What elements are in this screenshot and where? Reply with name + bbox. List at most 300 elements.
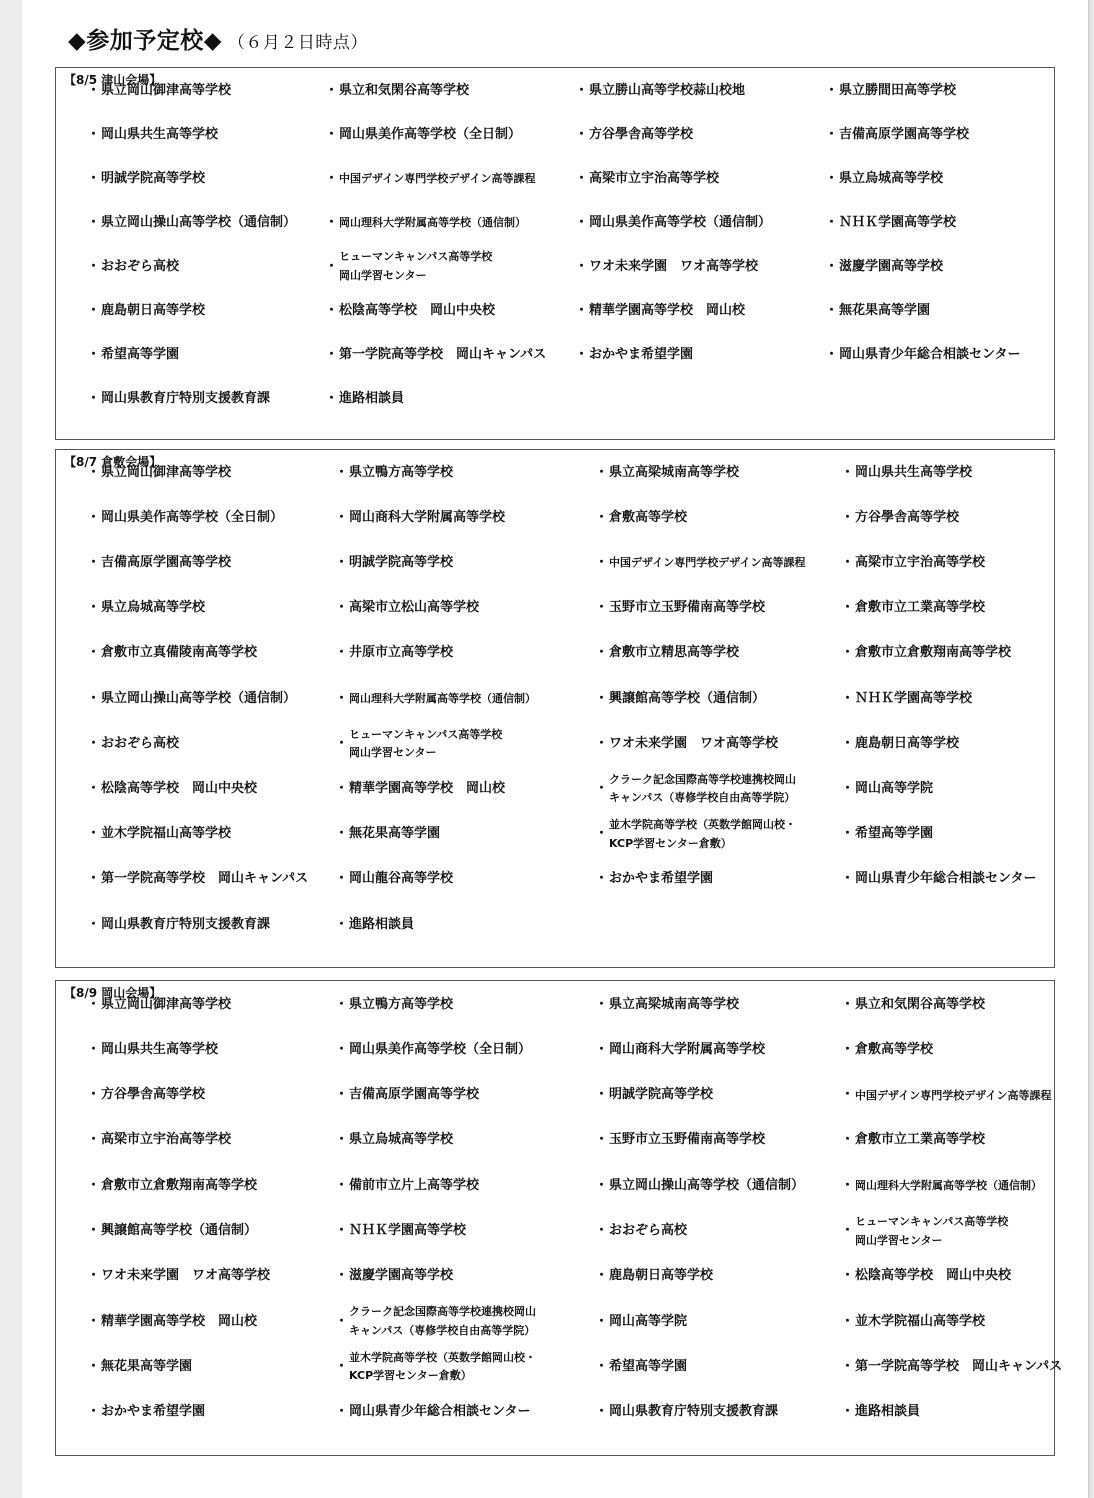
school-list-item <box>575 245 758 289</box>
school-list-item <box>841 451 972 495</box>
school-name: 県立鴨方高等学校 <box>349 464 454 480</box>
bullet: ・ <box>841 600 855 616</box>
venue-section <box>55 67 1055 440</box>
school-list-item <box>87 289 205 333</box>
school-list-item <box>335 541 453 585</box>
school-list-item <box>841 858 1036 902</box>
bullet: ・ <box>87 600 101 616</box>
venue-title: 【8/9 岡山会場】 <box>64 986 162 1000</box>
school-list-item <box>325 113 521 157</box>
bullet: ・ <box>87 871 101 887</box>
school-list-item <box>595 1300 687 1344</box>
bullet: ・ <box>841 1358 855 1374</box>
school-name: 岡山県共生高等学校 <box>855 464 973 480</box>
bullet: ・ <box>335 996 349 1012</box>
school-list-item <box>87 677 296 721</box>
school-list-item <box>87 813 231 857</box>
bullet: ・ <box>335 826 349 842</box>
school-list-item <box>841 587 985 631</box>
school-name: 岡山県教育庁特別支援教育課 <box>609 1404 779 1420</box>
school-name: 中国デザイン専門学校デザイン高等課程 <box>609 556 806 570</box>
bullet: ・ <box>841 1132 855 1148</box>
bullet: ・ <box>595 1041 609 1057</box>
school-name: ヒューマンキャンパス高等学校 岡山学習センター <box>349 727 503 760</box>
school-name: クラーク記念国際高等学校連携校岡山 キャンパス（専修学校自由高等学院） <box>349 1305 536 1338</box>
school-list-item <box>87 858 308 902</box>
school-name: 倉敷高等学校 <box>855 1041 934 1057</box>
school-list-item <box>325 333 546 377</box>
bullet: ・ <box>335 1087 349 1103</box>
bullet: ・ <box>87 780 101 796</box>
bullet: ・ <box>87 1087 101 1103</box>
bullet: ・ <box>87 390 101 406</box>
school-name: 県立岡山操山高等学校（通信制） <box>609 1177 805 1193</box>
bullet: ・ <box>575 82 589 98</box>
bullet: ・ <box>841 554 855 570</box>
bullet: ・ <box>325 302 339 318</box>
school-name: 松陰高等学校 岡山中央校 <box>855 1268 1012 1284</box>
bullet: ・ <box>825 302 839 318</box>
school-list-item <box>825 245 943 289</box>
bullet: ・ <box>87 554 101 570</box>
school-name: 第一学院高等学校 岡山キャンパス <box>339 346 547 362</box>
school-name: 岡山県美作高等学校（通信制） <box>589 214 772 230</box>
school-list-item <box>841 632 1011 676</box>
school-name: 並木学院高等学校（英数学館岡山校・ KCP学習センター倉敷） <box>609 817 796 850</box>
school-name: 岡山県美作高等学校（全日制） <box>101 509 284 525</box>
bullet: ・ <box>825 346 839 362</box>
school-name: 県立和気閑谷高等学校 <box>855 996 986 1012</box>
bullet: ・ <box>841 645 855 661</box>
school-name: 県立烏城高等学校 <box>839 170 944 186</box>
school-list-item <box>87 377 270 421</box>
bullet: ・ <box>595 1087 609 1103</box>
school-name: 倉敷市立真備陵南高等学校 <box>101 645 258 661</box>
school-list-item <box>575 69 745 113</box>
school-list-item <box>595 1391 778 1435</box>
school-list-item <box>595 1164 804 1208</box>
bullet: ・ <box>335 735 349 751</box>
school-name: 明誠学院高等学校 <box>609 1087 714 1103</box>
school-list-item <box>841 1210 1008 1254</box>
school-name: 岡山県青少年総合相談センター <box>855 871 1037 887</box>
school-name: 県立岡山御津高等学校 <box>101 464 232 480</box>
school-name: ＮＨＫ学園高等学校 <box>839 214 957 230</box>
school-name: 精華学園高等学校 岡山校 <box>349 780 506 796</box>
bullet: ・ <box>335 645 349 661</box>
bullet: ・ <box>335 554 349 570</box>
school-name: 精華学園高等学校 岡山校 <box>589 302 746 318</box>
school-list-item <box>335 1210 466 1254</box>
school-list-item <box>87 767 257 811</box>
bullet: ・ <box>595 871 609 887</box>
school-name: 高梁市立宇治高等学校 <box>101 1132 232 1148</box>
school-name: 県立岡山御津高等学校 <box>101 82 232 98</box>
school-list-item <box>595 722 778 766</box>
bullet: ・ <box>841 1087 855 1103</box>
school-name: 希望高等学園 <box>855 826 934 842</box>
school-name: 県立鴨方高等学校 <box>349 996 454 1012</box>
venue-title: 【8/7 倉敷会場】 <box>64 455 162 469</box>
school-name: ＮＨＫ学園高等学校 <box>855 690 973 706</box>
school-name: 高梁市立宇治高等学校 <box>855 554 986 570</box>
school-name: 興譲館高等学校（通信制） <box>101 1223 258 1239</box>
school-list-item <box>87 1210 257 1254</box>
bullet: ・ <box>841 871 855 887</box>
school-name: 岡山県美作高等学校（全日制） <box>339 126 522 142</box>
school-name: 岡山県教育庁特別支援教育課 <box>101 916 271 932</box>
school-name: 県立岡山操山高等学校（通信制） <box>101 690 297 706</box>
school-list-item <box>335 722 502 766</box>
bullet: ・ <box>595 554 609 570</box>
bullet: ・ <box>825 126 839 142</box>
school-name: 県立高梁城南高等学校 <box>609 996 740 1012</box>
school-list-item <box>825 69 956 113</box>
bullet: ・ <box>595 1358 609 1374</box>
school-list-item <box>575 113 693 157</box>
bullet: ・ <box>841 1223 855 1239</box>
school-name: 高梁市立宇治高等学校 <box>589 170 720 186</box>
school-list-item <box>595 632 739 676</box>
school-name: おおぞら高校 <box>101 735 180 751</box>
school-name: 松陰高等学校 岡山中央校 <box>339 302 496 318</box>
school-list-item <box>87 496 283 540</box>
bullet: ・ <box>87 690 101 706</box>
bullet: ・ <box>841 1268 855 1284</box>
bullet: ・ <box>841 509 855 525</box>
school-list-item <box>595 1074 713 1118</box>
school-list-item <box>335 813 440 857</box>
school-list-item <box>87 1164 257 1208</box>
as-of-date: （６月２日時点） <box>227 33 368 53</box>
bullet: ・ <box>595 1268 609 1284</box>
school-name: 倉敷市立工業高等学校 <box>855 1132 986 1148</box>
school-list-item <box>595 767 796 811</box>
school-name: 方谷學舎高等学校 <box>855 509 960 525</box>
school-name: ワオ未来学園 ワオ高等学校 <box>101 1268 271 1284</box>
school-name: 倉敷市立倉敷翔南高等学校 <box>101 1177 258 1193</box>
school-list-item <box>825 201 956 245</box>
bullet: ・ <box>841 464 855 480</box>
school-list-item <box>87 1028 218 1072</box>
school-name: 玉野市立玉野備南高等学校 <box>609 600 766 616</box>
school-list-item <box>825 289 930 333</box>
bullet: ・ <box>335 1223 349 1239</box>
bullet: ・ <box>87 1404 101 1420</box>
school-list-item <box>335 587 479 631</box>
bullet: ・ <box>335 1404 349 1420</box>
school-name: 希望高等学園 <box>101 346 180 362</box>
bullet: ・ <box>841 1313 855 1329</box>
school-list-item <box>335 767 505 811</box>
bullet: ・ <box>335 916 349 932</box>
school-name: 県立岡山操山高等学校（通信制） <box>101 214 297 230</box>
school-list-item <box>87 903 270 947</box>
school-name: ヒューマンキャンパス高等学校 岡山学習センター <box>339 250 493 282</box>
school-name: 岡山理科大学附属高等学校（通信制） <box>349 692 536 706</box>
school-list-item <box>595 1210 687 1254</box>
school-name: 精華学園高等学校 岡山校 <box>101 1313 258 1329</box>
school-list-item <box>87 1300 257 1344</box>
school-name: 第一学院高等学校 岡山キャンパス <box>101 871 309 887</box>
bullet: ・ <box>841 690 855 706</box>
school-list-item <box>87 157 205 201</box>
school-name: 吉備高原学園高等学校 <box>839 126 970 142</box>
school-name: 井原市立高等学校 <box>349 645 454 661</box>
school-name: クラーク記念国際高等学校連携校岡山 キャンパス（専修学校自由高等学院） <box>609 772 796 805</box>
school-list-item <box>335 1391 530 1435</box>
bullet: ・ <box>595 464 609 480</box>
school-name: 並木学院福山高等学校 <box>101 826 232 842</box>
school-list-item <box>325 289 495 333</box>
school-name: 県立和気閑谷高等学校 <box>339 82 470 98</box>
school-list-item <box>87 451 231 495</box>
school-name: 第一学院高等学校 岡山キャンパス <box>855 1358 1063 1374</box>
school-list-item <box>335 677 536 721</box>
bullet: ・ <box>335 509 349 525</box>
school-name: 方谷學舎高等学校 <box>589 126 694 142</box>
page-title <box>68 22 368 55</box>
bullet: ・ <box>841 1404 855 1420</box>
school-name: 岡山県教育庁特別支援教育課 <box>101 390 271 406</box>
bullet: ・ <box>87 346 101 362</box>
bullet: ・ <box>595 1177 609 1193</box>
school-name: 進路相談員 <box>855 1404 921 1420</box>
school-list-item <box>335 1028 531 1072</box>
school-list-item <box>87 587 205 631</box>
school-name: おかやま希望学園 <box>589 346 694 362</box>
school-name: 希望高等学園 <box>609 1358 688 1374</box>
school-list-item <box>335 1119 453 1163</box>
school-name: 県立烏城高等学校 <box>349 1132 454 1148</box>
bullet: ・ <box>335 1268 349 1284</box>
school-list-item <box>87 632 257 676</box>
bullet: ・ <box>825 214 839 230</box>
school-name: 滋慶学園高等学校 <box>839 258 944 274</box>
school-name: 倉敷市立工業高等学校 <box>855 600 986 616</box>
bullet: ・ <box>325 214 339 230</box>
bullet: ・ <box>87 1313 101 1329</box>
school-name: 岡山龍谷高等学校 <box>349 871 454 887</box>
school-list-item <box>87 245 179 289</box>
bullet: ・ <box>325 346 339 362</box>
school-name: 玉野市立玉野備南高等学校 <box>609 1132 766 1148</box>
school-list-item <box>595 496 687 540</box>
school-name: 明誠学院高等学校 <box>349 554 454 570</box>
bullet: ・ <box>87 509 101 525</box>
school-list-item <box>335 903 414 947</box>
school-list-item <box>841 1391 920 1435</box>
school-list-item <box>595 541 805 585</box>
school-list-item <box>335 451 453 495</box>
school-list-item <box>841 496 959 540</box>
bullet: ・ <box>87 645 101 661</box>
bullet: ・ <box>841 826 855 842</box>
school-name: 岡山商科大学附属高等学校 <box>349 509 506 525</box>
bullet: ・ <box>825 258 839 274</box>
venue-section <box>55 449 1055 968</box>
bullet: ・ <box>325 170 339 186</box>
school-list-item <box>325 377 404 421</box>
school-name: 鹿島朝日高等学校 <box>101 302 206 318</box>
school-list-item <box>335 858 453 902</box>
bullet: ・ <box>87 464 101 480</box>
bullet: ・ <box>87 1268 101 1284</box>
school-list-item <box>595 813 796 857</box>
school-name: 明誠学院高等学校 <box>101 170 206 186</box>
bullet: ・ <box>575 126 589 142</box>
school-list-item <box>595 451 739 495</box>
school-list-item <box>325 69 469 113</box>
bullet: ・ <box>325 390 339 406</box>
school-list-item <box>335 1164 479 1208</box>
school-list-item <box>575 333 693 377</box>
bullet: ・ <box>575 170 589 186</box>
bullet: ・ <box>595 600 609 616</box>
school-list-item <box>87 1119 231 1163</box>
school-name: 岡山高等学院 <box>855 780 934 796</box>
school-list-item <box>595 1028 765 1072</box>
school-name: ワオ未来学園 ワオ高等学校 <box>589 258 759 274</box>
school-list-item <box>575 157 719 201</box>
school-list-item <box>87 722 179 766</box>
bullet: ・ <box>841 780 855 796</box>
bullet: ・ <box>841 1177 855 1193</box>
school-name: おおぞら高校 <box>101 258 180 274</box>
school-list-item <box>841 767 933 811</box>
school-list-item <box>87 333 179 377</box>
school-list-item <box>335 1074 479 1118</box>
bullet: ・ <box>87 82 101 98</box>
school-name: 松陰高等学校 岡山中央校 <box>101 780 258 796</box>
bullet: ・ <box>87 302 101 318</box>
school-name: 岡山商科大学附属高等学校 <box>609 1041 766 1057</box>
school-list-item <box>575 201 771 245</box>
school-list-item <box>335 983 453 1027</box>
school-list-item <box>841 983 985 1027</box>
school-list-item <box>87 1255 270 1299</box>
bullet: ・ <box>595 780 609 796</box>
school-list-item <box>335 496 505 540</box>
bullet: ・ <box>575 346 589 362</box>
school-list-item <box>87 541 231 585</box>
school-name: 方谷學舎高等学校 <box>101 1087 206 1103</box>
school-list-item <box>595 983 739 1027</box>
bullet: ・ <box>335 1313 349 1329</box>
bullet: ・ <box>325 126 339 142</box>
school-name: 県立勝山高等学校蒜山校地 <box>589 82 746 98</box>
school-name: 中国デザイン専門学校デザイン高等課程 <box>339 172 536 186</box>
school-list-item <box>87 983 231 1027</box>
bullet: ・ <box>595 735 609 751</box>
school-name: 鹿島朝日高等学校 <box>609 1268 714 1284</box>
bullet: ・ <box>87 170 101 186</box>
school-list-item <box>87 113 218 157</box>
bullet: ・ <box>87 214 101 230</box>
school-list-item <box>841 541 985 585</box>
school-list-item <box>841 1119 985 1163</box>
venue-section <box>55 980 1063 1456</box>
school-list-item <box>87 201 296 245</box>
school-list-item <box>595 1255 713 1299</box>
bullet: ・ <box>325 258 339 274</box>
school-list-item <box>595 1119 765 1163</box>
bullet: ・ <box>87 1132 101 1148</box>
school-name: ＮＨＫ学園高等学校 <box>349 1223 467 1239</box>
document-page <box>22 0 1089 1498</box>
bullet: ・ <box>87 826 101 842</box>
bullet: ・ <box>825 170 839 186</box>
school-name: 吉備高原学園高等学校 <box>349 1087 480 1103</box>
school-name: 倉敷高等学校 <box>609 509 688 525</box>
school-list-item <box>325 245 492 289</box>
bullet: ・ <box>87 996 101 1012</box>
school-name: 岡山高等学院 <box>609 1313 688 1329</box>
school-name: 鹿島朝日高等学校 <box>855 735 960 751</box>
school-name: 岡山理科大学附属高等学校（通信制） <box>339 216 526 230</box>
school-name: ヒューマンキャンパス高等学校 岡山学習センター <box>855 1214 1009 1247</box>
school-name: 吉備高原学園高等学校 <box>101 554 232 570</box>
bullet: ・ <box>335 690 349 706</box>
venue-title: 【8/5 津山会場】 <box>64 73 162 87</box>
bullet: ・ <box>841 1041 855 1057</box>
bullet: ・ <box>335 1041 349 1057</box>
school-name: 滋慶学園高等学校 <box>349 1268 454 1284</box>
bullet: ・ <box>595 1132 609 1148</box>
bullet: ・ <box>595 1223 609 1239</box>
bullet: ・ <box>335 1358 349 1374</box>
school-name: 進路相談員 <box>339 390 405 406</box>
school-list-item <box>825 333 1020 377</box>
school-name: 県立烏城高等学校 <box>101 600 206 616</box>
bullet: ・ <box>87 1041 101 1057</box>
school-name: おかやま希望学園 <box>101 1404 206 1420</box>
school-name: 岡山県美作高等学校（全日制） <box>349 1041 532 1057</box>
school-name: 県立高梁城南高等学校 <box>609 464 740 480</box>
bullet: ・ <box>595 826 609 842</box>
bullet: ・ <box>335 1132 349 1148</box>
bullet: ・ <box>335 600 349 616</box>
bullet: ・ <box>87 258 101 274</box>
bullet: ・ <box>841 996 855 1012</box>
school-list-item <box>841 1255 1011 1299</box>
school-name: 無花果高等学園 <box>839 302 931 318</box>
school-list-item <box>87 69 231 113</box>
bullet: ・ <box>87 1177 101 1193</box>
bullet: ・ <box>825 82 839 98</box>
bullet: ・ <box>595 996 609 1012</box>
school-list-item <box>335 1300 536 1344</box>
school-list-item <box>825 113 969 157</box>
school-name: 進路相談員 <box>349 916 415 932</box>
school-name: 倉敷市立倉敷翔南高等学校 <box>855 645 1012 661</box>
school-list-item <box>825 157 943 201</box>
school-list-item <box>325 201 526 245</box>
school-name: 岡山理科大学附属高等学校（通信制） <box>855 1179 1042 1193</box>
bullet: ・ <box>595 690 609 706</box>
school-name: ワオ未来学園 ワオ高等学校 <box>609 735 779 751</box>
school-list-item <box>841 813 933 857</box>
bullet: ・ <box>575 302 589 318</box>
school-list-item <box>841 1345 1062 1389</box>
school-list-item <box>841 677 972 721</box>
school-name: 中国デザイン専門学校デザイン高等課程 <box>855 1088 1052 1102</box>
bullet: ・ <box>87 916 101 932</box>
school-list-item <box>595 677 765 721</box>
bullet: ・ <box>575 214 589 230</box>
school-list-item <box>87 1345 192 1389</box>
school-name: 高梁市立松山高等学校 <box>349 600 480 616</box>
